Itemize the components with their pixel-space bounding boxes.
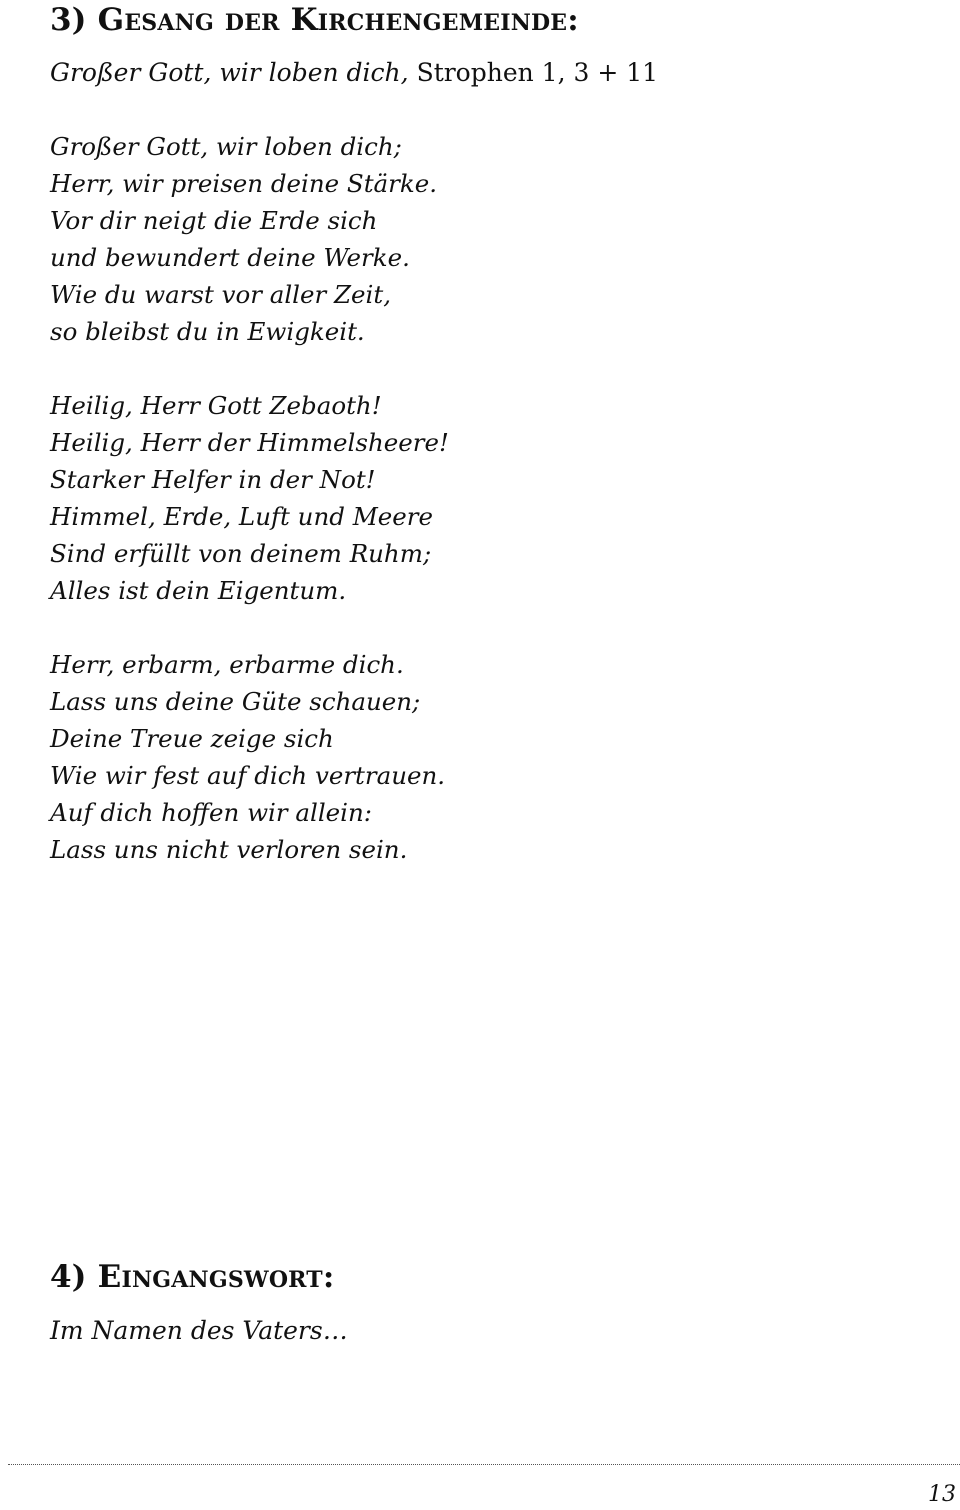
- section-number: 3): [50, 2, 87, 38]
- footer-divider: [8, 1464, 960, 1465]
- page-number: 13: [928, 1482, 956, 1507]
- verse-line: Heilig, Herr der Himmelsheere!: [50, 428, 449, 457]
- verse-line: Himmel, Erde, Luft und Meere: [50, 502, 434, 531]
- verse-line: Wie wir fest auf dich vertrauen.: [50, 761, 446, 790]
- hymn-title: Großer Gott, wir loben dich,: [50, 58, 409, 87]
- section-title: Gesang der Kirchengemeinde:: [97, 2, 579, 38]
- stanza-3: [50, 646, 930, 868]
- verse-line: Vor dir neigt die Erde sich: [50, 206, 378, 235]
- section-heading-hymn: [50, 0, 579, 40]
- verse-line: so bleibst du in Ewigkeit.: [50, 317, 365, 346]
- section-number: 4): [50, 1259, 87, 1295]
- verse-line: Herr, erbarm, erbarme dich.: [50, 650, 404, 679]
- verse-line: Auf dich hoffen wir allein:: [50, 798, 373, 827]
- verse-line: Sind erfüllt von deinem Ruhm;: [50, 539, 432, 568]
- verse-line: Herr, wir preisen deine Stärke.: [50, 169, 438, 198]
- verse-line: und bewundert deine Werke.: [50, 243, 410, 272]
- verse-line: Lass uns nicht verloren sein.: [50, 835, 408, 864]
- hymn-verses-note: Strophen 1, 3 + 11: [416, 58, 659, 87]
- hymn-verses: [50, 128, 930, 905]
- stanza-2: [50, 387, 930, 609]
- verse-line: Alles ist dein Eigentum.: [50, 576, 347, 605]
- stanza-1: [50, 128, 930, 350]
- verse-line: Großer Gott, wir loben dich;: [50, 132, 402, 161]
- hymn-subtitle: [50, 55, 658, 91]
- verse-line: Wie du warst vor aller Zeit,: [50, 280, 391, 309]
- verse-line: Lass uns deine Güte schauen;: [50, 687, 421, 716]
- verse-line: Starker Helfer in der Not!: [50, 465, 376, 494]
- verse-line: Deine Treue zeige sich: [50, 724, 334, 753]
- verse-line: Heilig, Herr Gott Zebaoth!: [50, 391, 382, 420]
- section-heading-opening: [50, 1257, 335, 1297]
- section-title: Eingangswort:: [97, 1259, 335, 1295]
- opening-words: Im Namen des Vaters…: [50, 1316, 348, 1345]
